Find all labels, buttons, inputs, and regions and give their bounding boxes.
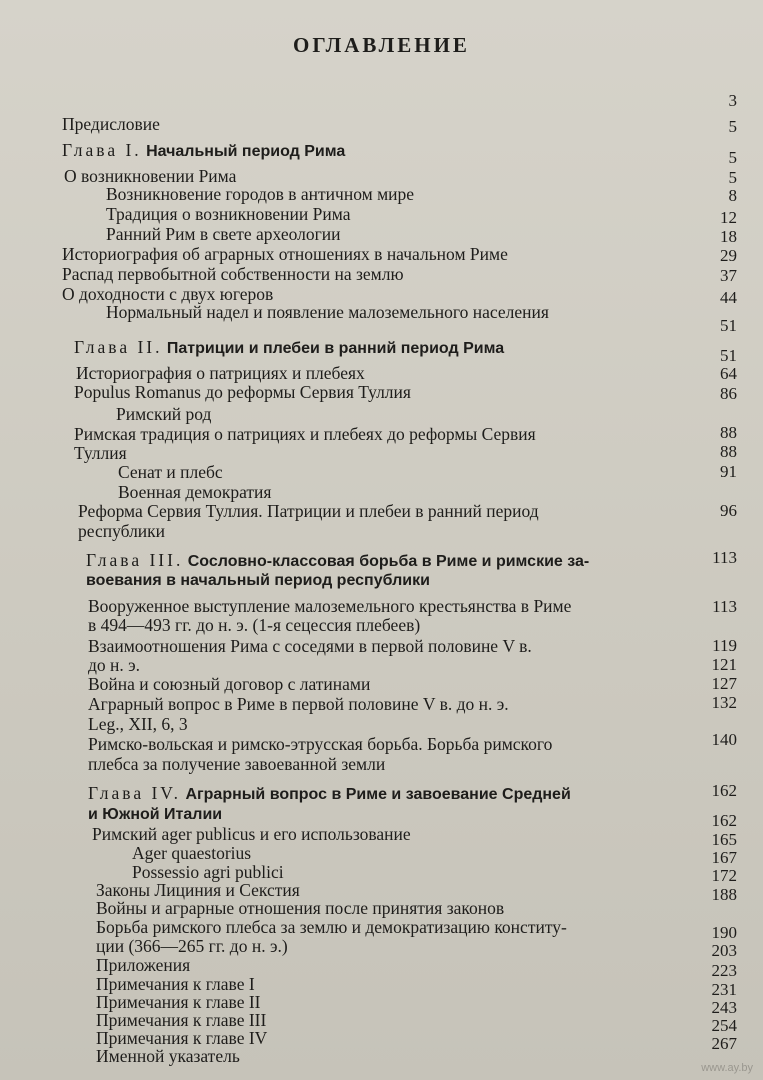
page-number: 188 (711, 885, 737, 904)
page-number: 172 (711, 866, 737, 885)
page-number: 132 (711, 693, 737, 712)
page-number: 121 (711, 655, 737, 674)
page-number: 88 (720, 423, 737, 442)
page-title: ОГЛАВЛЕНИЕ (293, 33, 470, 57)
page-number: 29 (720, 246, 737, 265)
page-number: 223 (711, 961, 737, 980)
page-number: 127 (711, 674, 737, 693)
page-number: 162 (711, 781, 737, 800)
page-number: 51 (720, 346, 737, 365)
page-number: 267 (711, 1034, 737, 1053)
page-number: 51 (720, 316, 737, 335)
page-number: 113 (712, 597, 737, 616)
page-number: 140 (711, 730, 737, 749)
page-number: 167 (711, 848, 737, 867)
page-number: 119 (712, 636, 737, 655)
page-number: 113 (712, 548, 737, 567)
page-number: 231 (711, 980, 737, 999)
page-number: 3 (728, 91, 737, 110)
page-number: 12 (720, 208, 737, 227)
page-number: 5 (728, 168, 737, 187)
page-number: 190 (711, 923, 737, 942)
watermark: www.ay.by (701, 1062, 753, 1074)
page-number: 5 (728, 117, 737, 136)
page-number: 88 (720, 442, 737, 461)
page-number: 91 (720, 462, 737, 481)
book-page: ОГЛАВЛЕНИЕ Предисловие Глава I. Начальный период Рима О возникновении Рима Возникновение городов в античном мире Традиция о возникновении Рима Ранний Рим в свете археологии Историография об аграрных отношениях в начальном Риме Распад первобытной собственности на землю О доходности с двух югеров Нормальный надел и появление малоземельного населения Глава II. Патриции и плебеи в ранний период Рима Историография о патрициях и плебеях Populus Romanus до реформы Сервия Туллия Римский род Римская традиция о патрициях и плебеях до реформы Сервия Туллия Сенат и плебс Военная демократия Реформа Сервия Туллия. Патриции и плебеи в ранний период республики Глава III. Сословно-классовая борьба в Риме и римские за- воевания в начальный период республики Вооруженное выступление малоземельного крестьянства в Риме в 494—493 гг. до н. э. (1-я сецессия плебеев) Взаимоотношения Рима с соседями в первой половине V в. до н. э. Война и союзный договор с латинами Аграрный вопрос в Риме в первой половине V в. до н. э. Leg., XII, 6, 3 Римско-вольская и римско-этрусская борьба. Борьба римского плебса за получение завоеванной земли Глава IV. Аграрный вопрос в Риме и завоевание Средней и Южной Италии Римский ager publicus и его использование Ager quaestorius Possessio agri publici Законы Лициния и Секстия Войны и аграрные отношения после принятия законов Борьба римского плебса за землю и демократизацию конститу- ции (366—265 гг. до н. э.) Приложения Примечания к главе I Примечания к главе II Примечания к главе III Примечания к главе IV Именной указатель 3 5 5 5 8 12 18 29 37 44 51 51 64 86 88 88 91 96 113 113 119 121 127 132 140 162 162 165 167 172 188 190 203 223 231 243 254 267 www.ay.by (0, 0, 763, 1080)
page-number: 254 (711, 1016, 737, 1035)
page-number: 37 (720, 266, 737, 285)
page-number: 64 (720, 364, 737, 383)
page-number: 203 (711, 941, 737, 960)
page-number: 162 (711, 811, 737, 830)
page-number: 8 (728, 186, 737, 205)
page-number: 18 (720, 227, 737, 246)
page-number: 96 (720, 501, 737, 520)
page-number: 44 (720, 288, 737, 307)
page-number: 243 (711, 998, 737, 1017)
page-number: 86 (720, 384, 737, 403)
page-number: 165 (711, 830, 737, 849)
page-number: 5 (728, 148, 737, 167)
